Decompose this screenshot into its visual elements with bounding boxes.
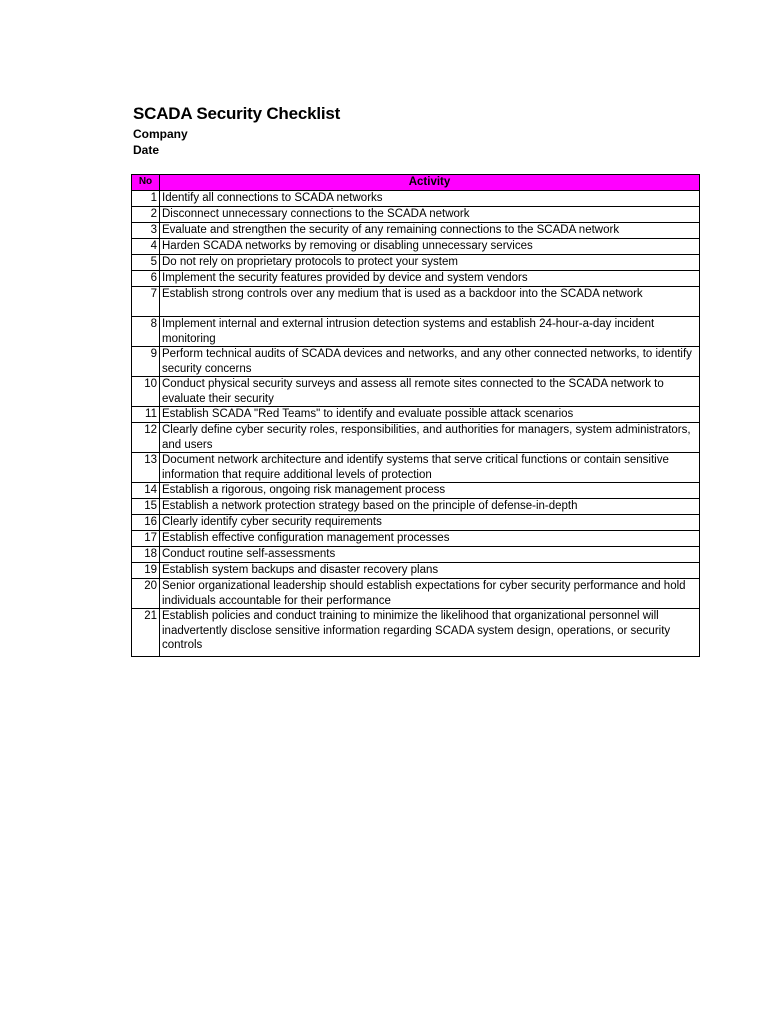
row-number: 17 (132, 531, 160, 547)
column-header-no: No (132, 175, 160, 191)
table-row (132, 609, 700, 657)
row-number: 8 (132, 317, 160, 347)
row-activity: Do not rely on proprietary protocols to protect your system (160, 255, 700, 271)
row-number: 9 (132, 347, 160, 377)
row-activity: Disconnect unnecessary connections to the SCADA network (160, 207, 700, 223)
table-row (132, 531, 700, 547)
row-number: 4 (132, 239, 160, 255)
row-number: 18 (132, 547, 160, 563)
table-row (132, 347, 700, 377)
table-row (132, 453, 700, 483)
row-number: 7 (132, 287, 160, 317)
row-activity: Harden SCADA networks by removing or disabling unnecessary services (160, 239, 700, 255)
table-row (132, 579, 700, 609)
table-row (132, 423, 700, 453)
row-number: 15 (132, 499, 160, 515)
row-number: 12 (132, 423, 160, 453)
row-activity: Identify all connections to SCADA networks (160, 191, 700, 207)
row-activity: Implement the security features provided by device and system vendors (160, 271, 700, 287)
table-row (132, 207, 700, 223)
row-number: 10 (132, 377, 160, 407)
row-number: 20 (132, 579, 160, 609)
row-activity: Clearly identify cyber security requirements (160, 515, 700, 531)
company-label: Company (133, 127, 188, 141)
row-number: 11 (132, 407, 160, 423)
table-row (132, 239, 700, 255)
row-activity: Clearly define cyber security roles, responsibilities, and authorities for managers, system administrators, and users (160, 423, 700, 453)
checklist-table (131, 174, 700, 657)
table-row (132, 223, 700, 239)
date-label: Date (133, 143, 160, 157)
row-activity: Establish a rigorous, ongoing risk management process (160, 483, 700, 499)
row-activity: Establish strong controls over any medium that is used as a backdoor into the SCADA network (160, 287, 700, 317)
row-number: 13 (132, 453, 160, 483)
table-row (132, 255, 700, 271)
table-row (132, 287, 700, 317)
row-number: 2 (132, 207, 160, 223)
row-number: 5 (132, 255, 160, 271)
row-activity: Establish effective configuration management processes (160, 531, 700, 547)
column-header-activity: Activity (160, 175, 700, 191)
row-activity: Document network architecture and identify systems that serve critical functions or contain sensitive information that require additional levels of protection (160, 453, 700, 483)
row-activity: Establish system backups and disaster recovery plans (160, 563, 700, 579)
table-row (132, 499, 700, 515)
row-number: 14 (132, 483, 160, 499)
row-number: 6 (132, 271, 160, 287)
row-activity: Establish a network protection strategy based on the principle of defense-in-depth (160, 499, 700, 515)
table-row (132, 271, 700, 287)
row-number: 3 (132, 223, 160, 239)
row-activity: Perform technical audits of SCADA devices and networks, and any other connected networks, to identify security concerns (160, 347, 700, 377)
row-activity: Evaluate and strengthen the security of any remaining connections to the SCADA network (160, 223, 700, 239)
table-row (132, 563, 700, 579)
row-number: 21 (132, 609, 160, 657)
table-row (132, 191, 700, 207)
table-row (132, 377, 700, 407)
document-title: SCADA Security Checklist (133, 104, 341, 123)
table-row (132, 407, 700, 423)
row-number: 1 (132, 191, 160, 207)
row-activity: Conduct routine self-assessments (160, 547, 700, 563)
row-number: 16 (132, 515, 160, 531)
table-row (132, 515, 700, 531)
table-row (132, 483, 700, 499)
row-activity: Implement internal and external intrusion detection systems and establish 24-hour-a-day incident monitoring (160, 317, 700, 347)
row-activity: Conduct physical security surveys and assess all remote sites connected to the SCADA network to evaluate their security (160, 377, 700, 407)
row-activity: Establish policies and conduct training to minimize the likelihood that organizational personnel will inadvertently disclose sensitive information regarding SCADA system design, operations, or security controls (160, 609, 700, 657)
row-activity: Senior organizational leadership should establish expectations for cyber security performance and hold individuals accountable for their performance (160, 579, 700, 609)
row-number: 19 (132, 563, 160, 579)
table-row (132, 547, 700, 563)
row-activity: Establish SCADA "Red Teams" to identify and evaluate possible attack scenarios (160, 407, 700, 423)
table-row (132, 317, 700, 347)
table-header-row (132, 175, 700, 191)
